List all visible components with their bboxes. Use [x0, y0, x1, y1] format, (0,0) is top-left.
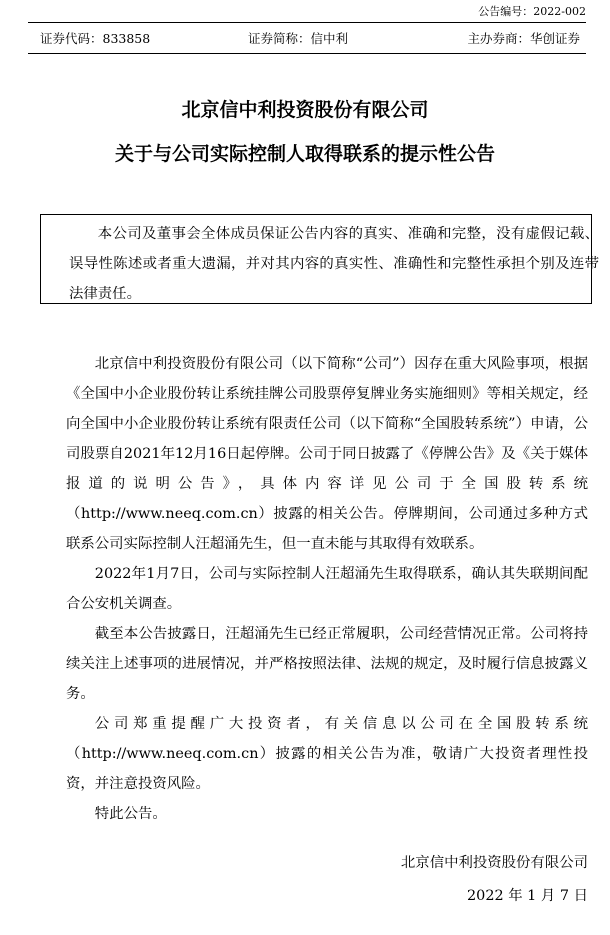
announcement-number: 公告编号：2022-002	[478, 5, 586, 18]
signature-date: 2022 年 1 月 7 日	[467, 888, 588, 904]
header-rule	[28, 22, 586, 23]
disclaimer-box	[40, 214, 599, 304]
body-paragraph: 特此公告。	[94, 806, 167, 822]
announcement-body	[66, 349, 588, 829]
announcement-title: 关于与公司实际控制人取得联系的提示性公告	[114, 143, 495, 165]
signature-company: 北京信中利投资股份有限公司	[400, 855, 588, 871]
body-paragraph: 截至本公告披露日，汪超涌先生已经正常履职，公司经营情况正常。公司将持续关注上述事项的进展情况，并严格按照法律、法规的规定，及时履行信息披露义务。	[66, 626, 588, 702]
stock-short-name: 证券简称：信中利	[248, 31, 349, 46]
disclaimer-text: 本公司及董事会全体成员保证公告内容的真实、准确和完整，没有虚假记载、误导性陈述或者重大遗漏，并对其内容的真实性、准确性和完整性承担个别及连带法律责任。	[69, 226, 599, 302]
stock-info-row	[40, 30, 580, 48]
sponsor-broker: 主办券商：华创证券	[467, 31, 580, 46]
body-paragraph: 2022年1月7日，公司与实际控制人汪超涌先生取得联系，确认其失联期间配合公安机关调查。	[66, 566, 588, 612]
body-paragraph: 公司郑重提醒广大投资者，有关信息以公司在全国股转系统（http://www.neeq.com.cn）披露的相关公告为准，敬请广大投资者理性投资，并注意投资风险。	[66, 716, 588, 792]
body-paragraph: 北京信中利投资股份有限公司（以下简称“公司”）因存在重大风险事项，根据《全国中小企业股份转让系统挂牌公司股票停复牌业务实施细则》等相关规定，经向全国中小企业股份转让系统有限责任公司（以下简称“全国股转系统”）申请，公司股票自2021年12月16日起停牌。公司于同日披露了《停牌公告》及《关于媒体报道的说明公告》，具体内容详见公司于全国股转系统（http://www.neeq.com.cn）披露的相关公告。停牌期间，公司通过多种方式联系公司实际控制人汪超涌先生，但一直未能与其取得有效联系。	[66, 356, 588, 552]
company-title: 北京信中利投资股份有限公司	[181, 99, 429, 121]
stock-info-rule	[28, 53, 586, 54]
stock-code: 证券代码：833858	[40, 31, 151, 46]
